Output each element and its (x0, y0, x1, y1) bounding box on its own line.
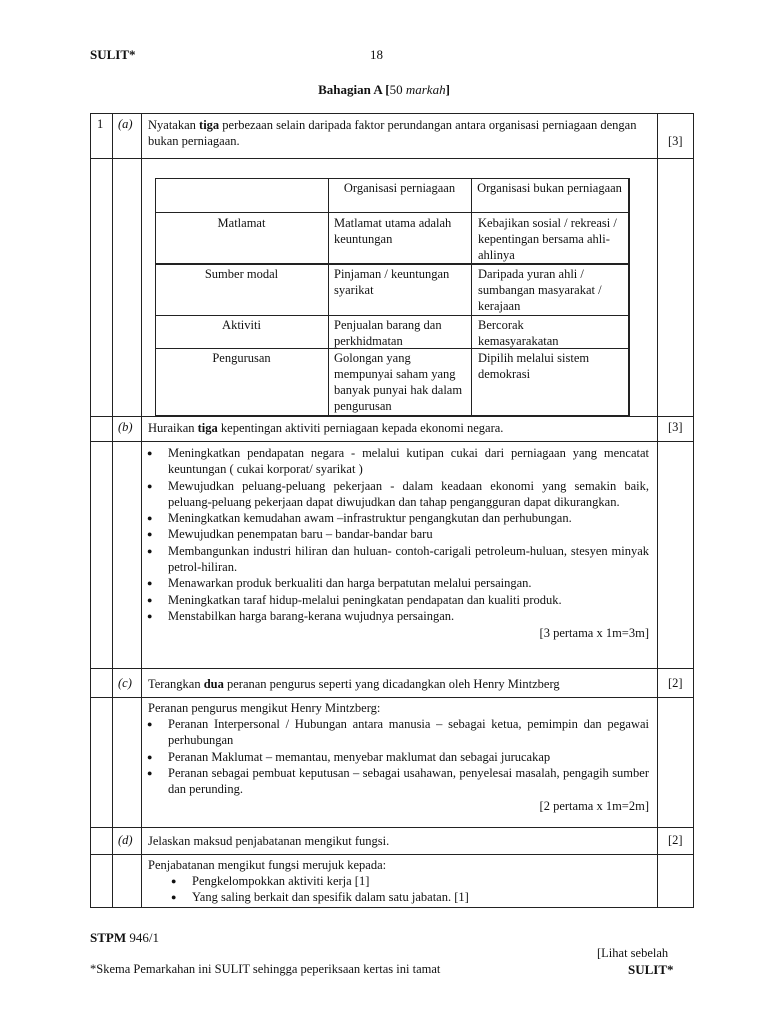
table-cell: Penjualan barang dan perkhidmatan (334, 318, 442, 348)
part-d-answers (148, 857, 648, 906)
confidential-label: SULIT* (90, 47, 136, 62)
part-c-intro: Peranan pengurus mengikut Henry Mintzberg: (148, 701, 381, 715)
comparison-table (155, 178, 629, 416)
table-cell: Dipilih melalui sistem demokrasi (478, 351, 590, 381)
list-item: ● Mewujudkan penempatan baru – bandar-bandar baru (144, 526, 649, 542)
list-item: ● Meningkatkan pendapatan negara - melalui kutipan cukai dari perniagaan yang mencatat keuntungan ( cukai korporat/ syarikat ) (144, 445, 649, 478)
part-c-marks: [2] (668, 676, 683, 690)
table-cell: Kebajikan sosial / rekreasi / kepentingan bersama ahli-ahlinya (478, 216, 617, 262)
list-item: ● Peranan Interpersonal / Hubungan antara manusia – sebagai ketua, pemimpin dan pegawai perhubungan (144, 716, 649, 749)
question-number: 1 (97, 117, 104, 131)
part-a-question: Nyatakan tiga perbezaan selain daripada faktor perundangan antara organisasi perniagaan dengan bukan perniagaan. (148, 118, 637, 148)
table-row-label: Pengurusan (212, 351, 271, 365)
list-item: ● Menawarkan produk berkualiti dan harga berpatutan melalui persaingan. (144, 575, 649, 591)
table-cell: Golongan yang mempunyai saham yang banyak punyai hak dalam pengurusan (334, 351, 463, 413)
part-a-marks: [3] (668, 134, 683, 148)
part-d-question: Jelaskan maksud penjabatanan mengikut fungsi. (148, 834, 390, 848)
part-d-marks: [2] (668, 833, 683, 847)
list-item: ● Membangunkan industri hiliran dan huluan- contoh-carigali petroleum-huluan, stesyen minyak petrol-hiliran. (144, 543, 649, 576)
part-b-question: Huraikan tiga kepentingan aktiviti perniagaan kepada ekonomi negara. (148, 421, 504, 435)
part-c-answers (144, 700, 649, 814)
footer-confidential-label: SULIT* (628, 962, 674, 977)
confidentiality-note: *Skema Pemarkahan ini SULIT sehingga peperiksaan kertas ini tamat (90, 962, 441, 976)
part-a-label: (a) (118, 117, 133, 131)
list-item: ● Peranan sebagai pembuat keputusan – sebagai usahawan, penyelesai masalah, pengagih sumber dan perunding. (144, 765, 649, 798)
table-row-label: Sumber modal (204, 267, 279, 281)
list-item: ● Meningkatkan taraf hidup-melalui peningkatan pendapatan dan kualiti produk. (144, 592, 649, 608)
list-item: ● Yang saling berkait dan spesifik dalam satu jabatan. [1] (168, 889, 648, 905)
section-title: Bahagian A [50 markah] (318, 82, 450, 97)
table-header: Organisasi perniagaan (343, 181, 456, 195)
table-cell: Matlamat utama adalah keuntungan (334, 216, 452, 246)
list-item: ● Meningkatkan kemudahan awam –infrastruktur pengangkutan dan perhubungan. (144, 510, 649, 526)
table-cell: Pinjaman / keuntungan syarikat (334, 267, 450, 297)
paper-code: STPM 946/1 (90, 930, 159, 945)
part-d-intro: Penjabatanan mengikut fungsi merujuk kepada: (148, 858, 387, 872)
part-c-scheme: [2 pertama x 1m=2m] (539, 799, 649, 814)
list-item: ● Menstabilkan harga barang-kerana wujudnya persaingan. (144, 608, 649, 624)
part-b-marks: [3] (668, 420, 683, 434)
table-cell: Bercorak kemasyarakatan (478, 318, 559, 348)
part-c-question: Terangkan dua peranan pengurus seperti yang dicadangkan oleh Henry Mintzberg (148, 677, 560, 691)
page-number: 18 (370, 47, 383, 62)
part-c-label: (c) (118, 676, 132, 690)
list-item: ● Pengkelompokkan aktiviti kerja [1] (168, 873, 648, 889)
table-cell: Daripada yuran ahli / sumbangan masyarakat / kerajaan (478, 267, 602, 313)
list-item: ● Mewujudkan peluang-peluang pekerjaan - dalam keadaan ekonomi yang semakin baik, peluang-peluang pekerjaan dapat diwujudkan dan tahap pengangguran dapat dikurangkan. (144, 478, 649, 511)
table-row-label: Aktiviti (222, 318, 261, 332)
table-row-label: Matlamat (217, 216, 266, 230)
part-b-label: (b) (118, 420, 133, 434)
part-b-answers (144, 445, 649, 641)
part-d-label: (d) (118, 833, 133, 847)
list-item: ● Peranan Maklumat – memantau, menyebar maklumat dan sebagai jurucakap (144, 749, 649, 765)
table-header: Organisasi bukan perniagaan (477, 181, 622, 195)
see-over-label: [Lihat sebelah (597, 946, 669, 960)
part-b-scheme: [3 pertama x 1m=3m] (539, 626, 649, 641)
